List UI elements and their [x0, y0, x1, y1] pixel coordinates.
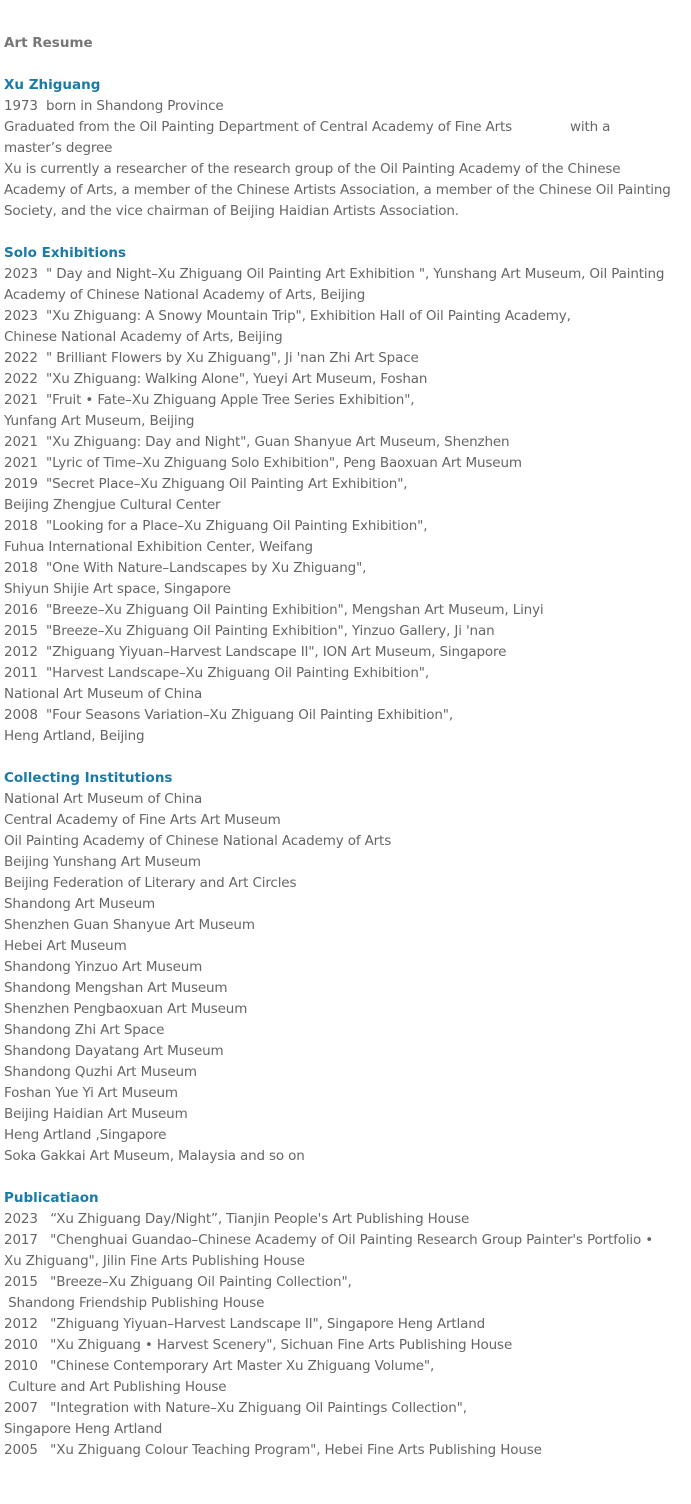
bio-line: Xu is currently a researcher of the research group of the Oil Painting Academy of the Chinese	[4, 161, 621, 177]
bio-line: Society, and the vice chairman of Beijing Haidian Artists Association.	[4, 203, 459, 219]
list-item: 2021 "Xu Zhiguang: Day and Night", Guan Shanyue Art Museum, Shenzhen	[4, 434, 510, 450]
list-item: Shandong Friendship Publishing House	[4, 1295, 265, 1311]
list-item: National Art Museum of China	[4, 791, 203, 807]
list-item: Yunfang Art Museum, Beijing	[4, 413, 195, 429]
list-item: 2011 "Harvest Landscape–Xu Zhiguang Oil Painting Exhibition",	[4, 665, 429, 681]
list-item: Academy of Chinese National Academy of Arts, Beijing	[4, 287, 366, 303]
list-item: Beijing Zhengjue Cultural Center	[4, 497, 221, 513]
list-item: Soka Gakkai Art Museum, Malaysia and so on	[4, 1148, 305, 1164]
list-item: 2022 "Xu Zhiguang: Walking Alone", Yueyi Art Museum, Foshan	[4, 371, 428, 387]
list-item: Beijing Federation of Literary and Art Circles	[4, 875, 297, 891]
list-item: 2015 "Breeze–Xu Zhiguang Oil Painting Exhibition", Yinzuo Gallery, Ji 'nan	[4, 623, 495, 639]
list-item: 2007 "Integration with Nature–Xu Zhiguang Oil Paintings Collection",	[4, 1400, 467, 1416]
list-item: 2010 "Xu Zhiguang • Harvest Scenery", Sichuan Fine Arts Publishing House	[4, 1337, 513, 1353]
list-item: Shandong Yinzuo Art Museum	[4, 959, 203, 975]
list-item: 2016 "Breeze–Xu Zhiguang Oil Painting Exhibition", Mengshan Art Museum, Linyi	[4, 602, 544, 618]
solo-exhibitions-list	[4, 264, 688, 747]
list-item: 2012 "Zhiguang Yiyuan–Harvest Landscape II", Singapore Heng Artland	[4, 1316, 486, 1332]
list-item: Shenzhen Guan Shanyue Art Museum	[4, 917, 255, 933]
page-title: Art Resume	[4, 35, 93, 51]
list-item: 2017 "Chenghuai Guandao–Chinese Academy of Oil Painting Research Group Painter's Portfolio •	[4, 1232, 654, 1248]
spacer	[4, 222, 688, 243]
list-item: Xu Zhiguang", Jilin Fine Arts Publishing House	[4, 1253, 305, 1269]
list-item: 2015 "Breeze–Xu Zhiguang Oil Painting Collection",	[4, 1274, 352, 1290]
list-item: Oil Painting Academy of Chinese National Academy of Arts	[4, 833, 392, 849]
list-item: Chinese National Academy of Arts, Beijing	[4, 329, 283, 345]
list-item: 2023 “Xu Zhiguang Day/Night”, Tianjin People's Art Publishing House	[4, 1211, 470, 1227]
resume-document	[4, 33, 688, 1461]
publication-heading: Publicatiaon	[4, 1190, 99, 1206]
bio-line: Graduated from the Oil Painting Department of Central Academy of Fine Arts with a	[4, 119, 611, 135]
spacer	[4, 1167, 688, 1188]
list-item: 2023 " Day and Night–Xu Zhiguang Oil Painting Art Exhibition ", Yunshang Art Museum, Oil Painting	[4, 266, 665, 282]
artist-name: Xu Zhiguang	[4, 77, 101, 93]
list-item: Fuhua International Exhibition Center, Weifang	[4, 539, 313, 555]
collecting-institutions-list	[4, 789, 688, 1167]
list-item: Foshan Yue Yi Art Museum	[4, 1085, 178, 1101]
list-item: Shandong Art Museum	[4, 896, 155, 912]
solo-exhibitions-heading: Solo Exhibitions	[4, 245, 127, 261]
list-item: Culture and Art Publishing House	[4, 1379, 227, 1395]
list-item: Shandong Quzhi Art Museum	[4, 1064, 197, 1080]
list-item: Shandong Mengshan Art Museum	[4, 980, 228, 996]
list-item: 2021 "Fruit • Fate–Xu Zhiguang Apple Tree Series Exhibition",	[4, 392, 415, 408]
list-item: 2008 "Four Seasons Variation–Xu Zhiguang Oil Painting Exhibition",	[4, 707, 453, 723]
bio-line: master’s degree	[4, 140, 113, 156]
list-item: Beijing Yunshang Art Museum	[4, 854, 201, 870]
list-item: Shandong Dayatang Art Museum	[4, 1043, 224, 1059]
bio-block	[4, 96, 688, 222]
list-item: Shandong Zhi Art Space	[4, 1022, 165, 1038]
bio-line: 1973 born in Shandong Province	[4, 98, 224, 114]
bio-line: Academy of Arts, a member of the Chinese Artists Association, a member of the Chinese Oil Painting	[4, 182, 671, 198]
list-item: 2022 " Brilliant Flowers by Xu Zhiguang", Ji 'nan Zhi Art Space	[4, 350, 419, 366]
list-item: 2010 "Chinese Contemporary Art Master Xu Zhiguang Volume",	[4, 1358, 435, 1374]
list-item: 2021 "Lyric of Time–Xu Zhiguang Solo Exhibition", Peng Baoxuan Art Museum	[4, 455, 522, 471]
list-item: Heng Artland, Beijing	[4, 728, 145, 744]
publication-list	[4, 1209, 688, 1461]
list-item: Beijing Haidian Art Museum	[4, 1106, 188, 1122]
list-item: 2023 "Xu Zhiguang: A Snowy Mountain Trip", Exhibition Hall of Oil Painting Academy,	[4, 308, 571, 324]
list-item: Shenzhen Pengbaoxuan Art Museum	[4, 1001, 248, 1017]
list-item: 2012 "Zhiguang Yiyuan–Harvest Landscape II", ION Art Museum, Singapore	[4, 644, 507, 660]
list-item: Singapore Heng Artland	[4, 1421, 163, 1437]
collecting-institutions-heading: Collecting Institutions	[4, 770, 173, 786]
list-item: Hebei Art Museum	[4, 938, 127, 954]
list-item: 2005 "Xu Zhiguang Colour Teaching Program", Hebei Fine Arts Publishing House	[4, 1442, 542, 1458]
list-item: 2018 "One With Nature–Landscapes by Xu Zhiguang",	[4, 560, 367, 576]
list-item: Heng Artland ,Singapore	[4, 1127, 167, 1143]
list-item: 2019 "Secret Place–Xu Zhiguang Oil Painting Art Exhibition",	[4, 476, 408, 492]
list-item: National Art Museum of China	[4, 686, 203, 702]
list-item: 2018 "Looking for a Place–Xu Zhiguang Oil Painting Exhibition",	[4, 518, 428, 534]
spacer	[4, 747, 688, 768]
list-item: Central Academy of Fine Arts Art Museum	[4, 812, 281, 828]
list-item: Shiyun Shijie Art space, Singapore	[4, 581, 231, 597]
spacer	[4, 54, 688, 75]
